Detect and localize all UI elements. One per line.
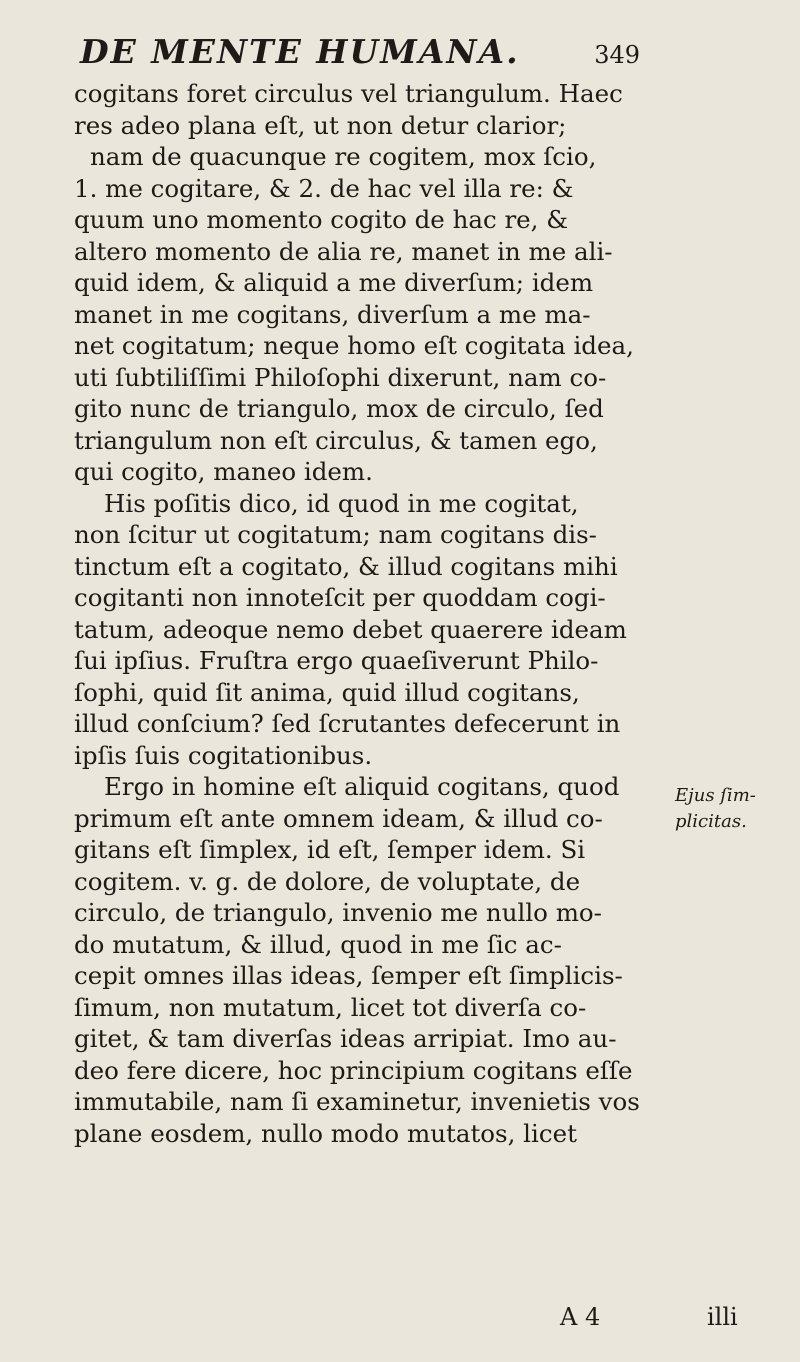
text-line: gitet, & tam diverſas ideas arripiat. Imo au- [74, 1024, 617, 1053]
text-line: cogitanti non innoteſcit per quoddam cogi- [74, 583, 606, 612]
text-line: cogitem. v. g. de dolore, de voluptate, de [74, 866, 581, 896]
text-line: res adeo plana eſt, ut non detur clarior; [74, 110, 567, 140]
text-line: ſimum, non mutatum, licet tot diverſa co- [74, 992, 587, 1022]
signature-mark: A 4 [560, 1303, 601, 1331]
text-line: plane eosdem, nullo modo mutatos, licet [74, 1118, 577, 1148]
text-line: gitans eſt ſimplex, id eſt, ſemper idem. Si [74, 835, 586, 864]
text-line: cepit omnes illas ideas, ſemper eſt ſimplicis- [74, 961, 623, 990]
text-line: circulo, de triangulo, invenio me nullo mo- [74, 898, 602, 927]
running-head: DE MENTE HUMANA. [80, 32, 520, 71]
text-line: ipſis ſuis cogitationibus. [74, 740, 373, 770]
text-line: do mutatum, & illud, quod in me ſic ac- [74, 929, 562, 959]
paragraph-start-line: Ergo in homine eſt aliquid cogitans, quod [104, 772, 620, 801]
page-header [80, 32, 640, 71]
body-text [60, 78, 760, 1149]
text-line: primum eſt ante omnem ideam, & illud co- [74, 803, 603, 833]
text-line: altero momento de alia re, manet in me ali- [74, 236, 613, 266]
text-line: quid idem, & aliquid a me diverſum; idem [74, 268, 594, 297]
text-line: ſui ipſius. Fruſtra ergo quaeſiverunt Philo- [74, 646, 599, 675]
text-line: immutabile, nam ſi examinetur, invenietis vos [74, 1087, 640, 1116]
text-line: manet in me cogitans, diverſum a me ma- [74, 299, 591, 329]
catchword: illi [707, 1303, 738, 1331]
text-line: nam de quacunque re cogitem, mox ſcio, [90, 142, 597, 171]
text-line: cogitans foret circulus vel triangulum. Haec [74, 79, 623, 108]
text-line: uti ſubtiliſſimi Philoſophi dixerunt, nam co- [74, 362, 607, 392]
text-line: non ſcitur ut cogitatum; nam cogitans dis- [74, 520, 597, 549]
paragraph-start-line: His poſitis dico, id quod in me cogitat, [104, 488, 579, 518]
text-line: net cogitatum; neque homo eſt cogitata idea, [74, 331, 634, 360]
text-line: triangulum non eſt circulus, & tamen ego, [74, 425, 598, 455]
page-number: 349 [594, 41, 640, 69]
margin-note: plicitas. [675, 811, 747, 832]
text-line: quum uno momento cogito de hac re, & [74, 205, 569, 234]
text-line: tatum, adeoque nemo debet quaerere ideam [74, 614, 627, 644]
text-line: gito nunc de triangulo, mox de circulo, ſed [74, 394, 604, 423]
text-line: tinctum eſt a cogitato, & illud cogitans mihi [74, 551, 618, 581]
text-line: 1. me cogitare, & 2. de hac vel illa re: & [74, 173, 574, 203]
text-line: deo fere dicere, hoc principium cogitans eſſe [74, 1055, 633, 1085]
text-line: illud conſcium? ſed ſcrutantes defecerunt in [74, 709, 621, 738]
text-line: qui cogito, maneo idem. [74, 457, 373, 486]
margin-note: Ejus ſim- [675, 785, 756, 806]
text-line: ſophi, quid ſit anima, quid illud cogitans, [74, 677, 580, 707]
page-footer [60, 1303, 740, 1335]
